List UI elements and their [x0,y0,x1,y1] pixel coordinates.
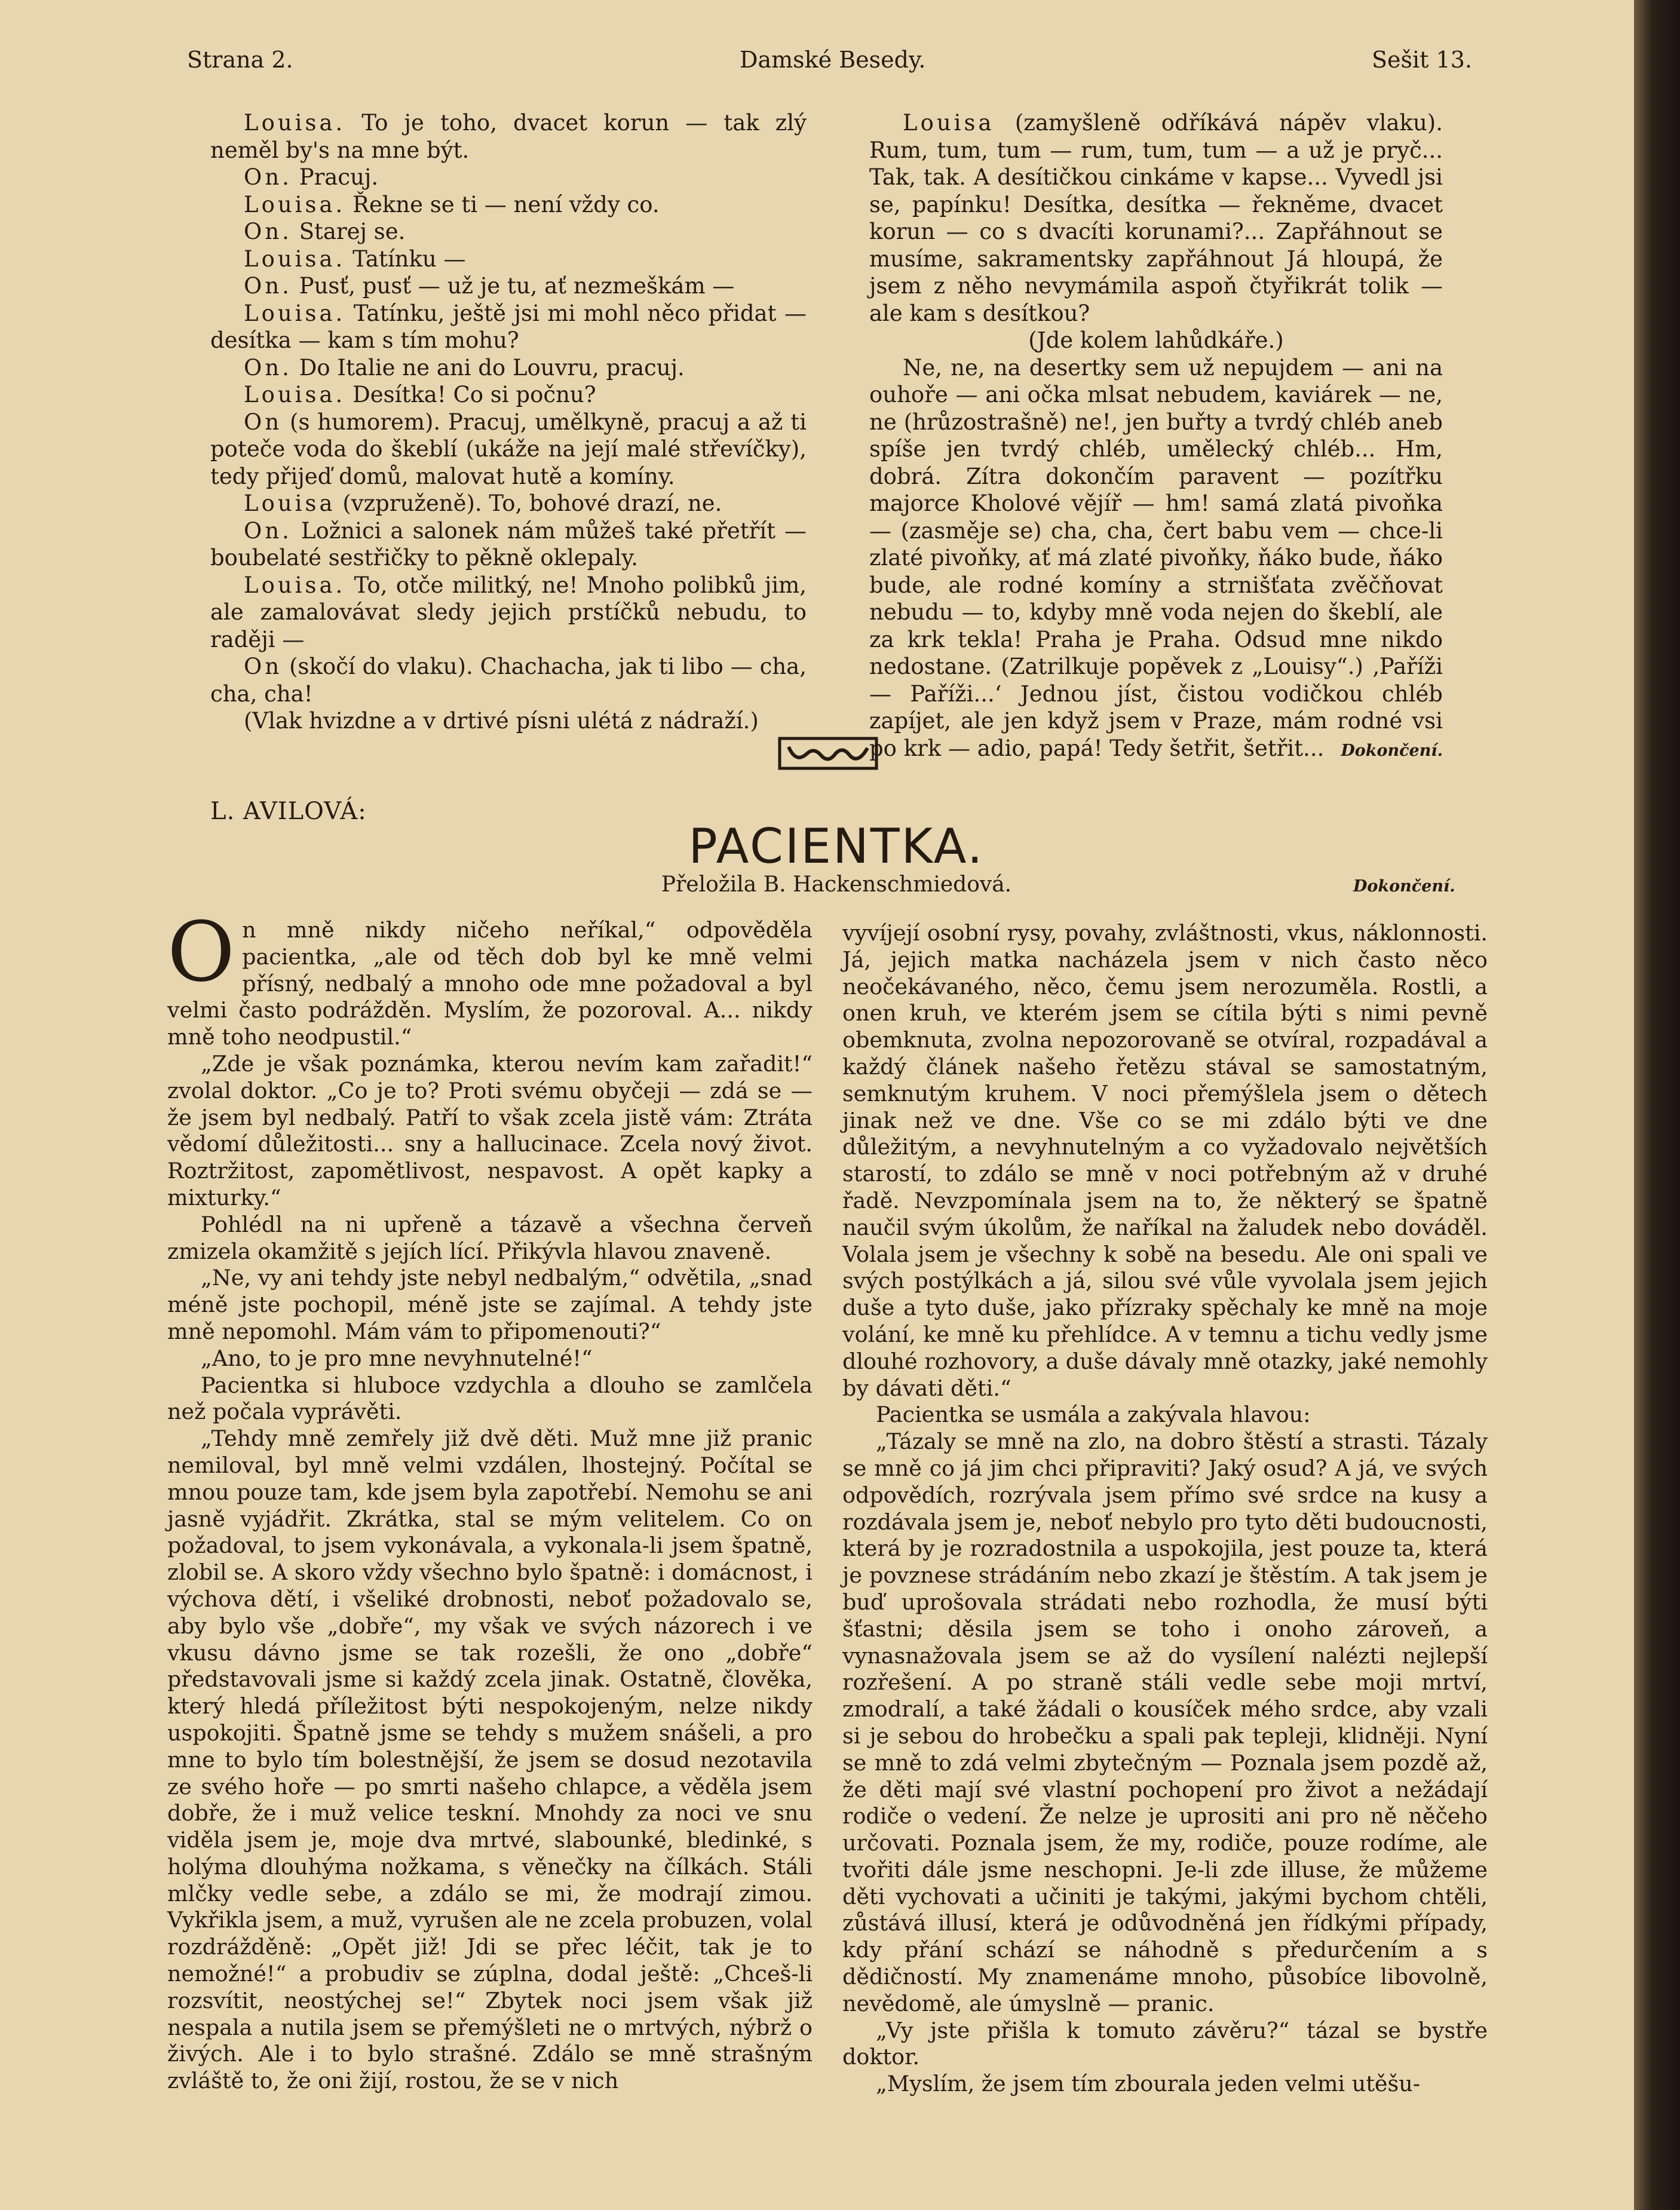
continued-note-story: Dokončení. [1353,877,1455,896]
drop-cap: O [167,904,235,1000]
story-right-column: vyvíjejí osobní rysy, povahy, zvláštnosti, vkus, náklonnosti. Já, jejich matka nacházela jsem v nich často něco neočekávaného, něco, čemu jsem nerozuměla. Rostli, a onen kruh, ve kterém jsem se cítila býti s nimi pevně obemknuta, zvolna nepozorovaně se otvíral, rozpadával a každý článek našeho řetězu stával se samostatným, semknutým kruhem. V noci přemýšlela jsem o dětech jinak než ve dne. Vše co se mi zdálo býti ve dne důležitým, a nevyhnutelným a co vyžadovalo největších starostí, to zdálo se mně v noci potřebným až v druhé řadě. Nevzpomínala jsem na to, že některý se špatně naučil svým úkolům, že naříkal na žaludek nebo dováděl. Volala jsem je všechny k sobě na besedu. Ale oni spali ve svých postýlkách a já, silou své vůle vyvolala jsem jejich duše a tyto duše, jako přízraky spěchaly ke mně na moje volání, ke mně ku přehlídce. A v temnu a tichu vedly jsme dlouhé rozhovory, a duše dávaly mně otazky, jaké nemohly by dávati děti.“ Pacientka se usmála a zakývala hlavou: „Tázaly se mně na zlo, na dobro štěstí a strasti. Tázaly se mně co já jim chci připraviti? Jaký osud? A já, ve svých odpovědích, rozrývala jsem přímo své srdce na kusy a rozdávala jsem je, neboť nebylo pro tyto děti budoucnosti, která by je rozradostnila a uspokojila, jest pouze ta, která je povznese strádáním nebo zkazí je štěstím. A tak jsem je buď uprošovala strádati nebo rozhodla, že musí býti šťastni; děsila jsem se toho i onoho zároveň, a vynasnažovala jsem se až do vysílení nalézti nejlepší rozřešení. A po straně stáli vedle sebe moji mrtví, zmodralí, a také žádali o kousíček mého srdce, aby vzali si je sebou do hrobečku a spali pak tepleji, klidněji. Nyní se mně to zdá velmi zbytečným — Poznala jsem pozdě až, že děti mají své vlastní pochopení pro život a nežádají rodiče o vedení. Že nelze je uprositi ani pro ně něčeho určovati. Poznala jsem, že my, rodiče, pouze rodíme, ale tvořiti dále jsme neschopni. Je-li zde illuse, že můžeme děti vychovati a učiniti je takými, jakými bychom chtěli, zůstává illusí, která je odůvodněná jen řídkými případy, kdy přání schází se náhodně s předurčením a s dědičností. My znamenáme mnoho, působíce libovolně, nevědomě, ale úmyslně — pranic. „Vy jste přišla k tomuto závěru?“ tázal se bystře doktor. „Myslím, že jsem tím zbourala jeden velmi utěšu- [842,920,1488,2097]
page-number: Strana 2. [187,47,293,73]
ornament-icon [778,736,878,771]
issue-number: Sešit 13. [1372,47,1472,73]
play-right-column: Louisa (zamyšleně odříkává nápěv vlaku). Rum, tum, tum — rum, tum, tum — a už je pryč... Tak, tak. A desítičkou cinkáme v kapse... Vyvedl jsi se, papínku! Desítka, desítka — řekněme, dvacet korun — co s dvacíti korunami?... Zapřáhnout se musíme, sakramentsky zapřáhnout Já hloupá, že jsem z něho nevymámila aspoň čtyřikrát tolik — ale kam s desítkou? (Jde kolem lahůdkáře.) Ne, ne, na desertky sem už nepujdem — ani na ouhoře — ani očka mlsat nebudem, kaviárek — ne, ne (hrůzostrašně) ne!, jen buřty a tvrdý chléb aneb spíše jen tvrdý chléb, umělecký chléb... Hm, dobrá. Zítra dokončím paravent — pozítřku majorce Kholové vějíř — hm! samá zlatá pivoňka — (zasměje se) cha, cha, čert babu vem — chce-li zlaté pivoňky, ať má zlaté pivoňky, ňáko bude, ňáko bude, ale rodné komíny a strnišťata zvěčňovat nebudu — to, kdyby mně voda nejen do škeblí, ale za krk tekla! Praha je Praha. Odsud mne nikdo nedostane. (Zatrilkuje popěvek z „Louisy“.) ‚Paříži — Paříži...‘ Jednou jíst, čistou vodičkou chléb zapíjet, ale jen když jsem v Praze, mám rodné vsi po krk — adio, papá! Tedy šetřit, šetřit... Dokončení. [869,110,1443,761]
author-name: L. AVILOVÁ: [210,798,367,825]
magazine-title: Damské Besedy. [740,47,926,73]
binding-edge [1634,0,1680,2210]
continued-note: Dokončení. [1341,741,1443,760]
play-left-column: Louisa. To je toho, dvacet korun — tak zlý neměl by's na mne být. On. Pracuj. Louisa. Řekne se ti — není vždy co. On. Starej se. Louisa. Tatínku — On. Pusť, pusť — už je tu, ať nezmeškám — Louisa. Tatínku, ještě jsi mi mohl něco přidat — desítka — kam s tím mohu? On. Do Italie ne ani do Louvru, pracuj. Louisa. Desítka! Co si počnu? On (s humorem). Pracuj, umělkyně, pracuj a až ti poteče voda do škeblí (ukáže na její malé střevíčky), tedy přijeď domů, malovat hutě a komíny. Louisa (vzpruženě). To, bohové drazí, ne. On. Ložnici a salonek nám můžeš také přetřít — boubelaté sestřičky to pěkně oklepaly. Louisa. To, otče militký, ne! Mnoho polibků jim, ale zamalovávat sledy jejich prstíčků nebudu, to raději — On (skočí do vlaku). Chachacha, jak ti libo — cha, cha, cha! (Vlak hvizdne a v drtivé písni ulétá z nádraží.) [210,110,807,734]
story-left-column: On mně nikdy ničeho neříkal,“ odpověděla pacientka, „ale od těch dob byl ke mně velmi přísný, nedbalý a mnoho ode mne požadoval a byl velmi často podrážděn. Myslím, že pozoroval. A... nikdy mně toho neodpustil.“ „Zde je však poznámka, kterou nevím kam zařadit!“ zvolal doktor. „Co je to? Proti svému obyčeji — zdá se — že jsem byl nedbalý. Patří to však zcela jistě vám: Ztráta vědomí důležitosti... sny a hallucinace. Zcela nový život. Roztržitost, zapomětlivost, nespavost. A opět kapky a mixturky.“ Pohlédl na ni upřeně a tázavě a všechna červeň zmizela okamžitě s jejích lící. Přikývla hlavou znaveně. „Ne, vy ani tehdy jste nebyl nedbalým,“ odvětila, „snad méně jste pochopil, méně jste se zajímal. A tehdy jste mně nepomohl. Mám vám to připomenouti?“ „Ano, to je pro mne nevyhnutelné!“ Pacientka si hluboce vzdychla a dlouho se zamlčela než počala vyprávěti. „Tehdy mně zemřely již dvě děti. Muž mne již pranic nemiloval, byl mně velmi vzdálen, lhostejný. Počítal se mnou pouze tam, kde jsem byla zapotřebí. Nemohu se ani jasně vyjádřit. Zkrátka, stal se mým velitelem. Co on požadoval, to jsem vykonávala, a vykonala-li jsem špatně, zlobil se. A skoro vždy všechno bylo špatně: i domácnost, i výchova dětí, i všeliké drobnosti, neboť požadovalo se, aby bylo vše „dobře“, my však ve svých názorech i ve vkusu dávno jsme se tak rozešli, že ono „dobře“ představovali jsme si každý zcela jinak. Ostatně, člověka, který hledá příležitost býti nespokojeným, nelze nikdy uspokojiti. Špatně jsme se tehdy s mužem snášeli, a pro mne to bylo tím bolestnější, že jsem se dosud nezotavila ze svého hoře — po smrti našeho chlapce, a věděla jsem dobře, že i muž velice teskní. Mnohdy za noci ve snu viděla jsem je, moje dva mrtvé, slabounké, bledinké, s holýma dlouhýma nožkama, s věnečky na čílkách. Stáli mlčky vedle sebe, a zdálo se mi, že modrají zimou. Vykřikla jsem, a muž, vyrušen ale ne zcela probuzen, volal rozdrážděně: „Opět již! Jdi se přec léčit, tak je to nemožné!“ a probudiv se zúplna, dodal ještě: „Chceš-li rozsvítit, neostýchej se!“ Zbytek noci jsem však již nespala a nutila jsem se přemýšleti ne o mrtvých, nýbrž o živých. Ale i to bylo strašné. Zdálo se mně strašným zvláště to, že oni žijí, rostou, že se v nich [167,904,813,2094]
story-title: PACIENTKA. [688,819,985,874]
stage-direction: (Jde kolem lahůdkáře.) [1028,327,1284,353]
translator-credit: Přeložila B. Hackenschmiedová. [661,872,1012,897]
